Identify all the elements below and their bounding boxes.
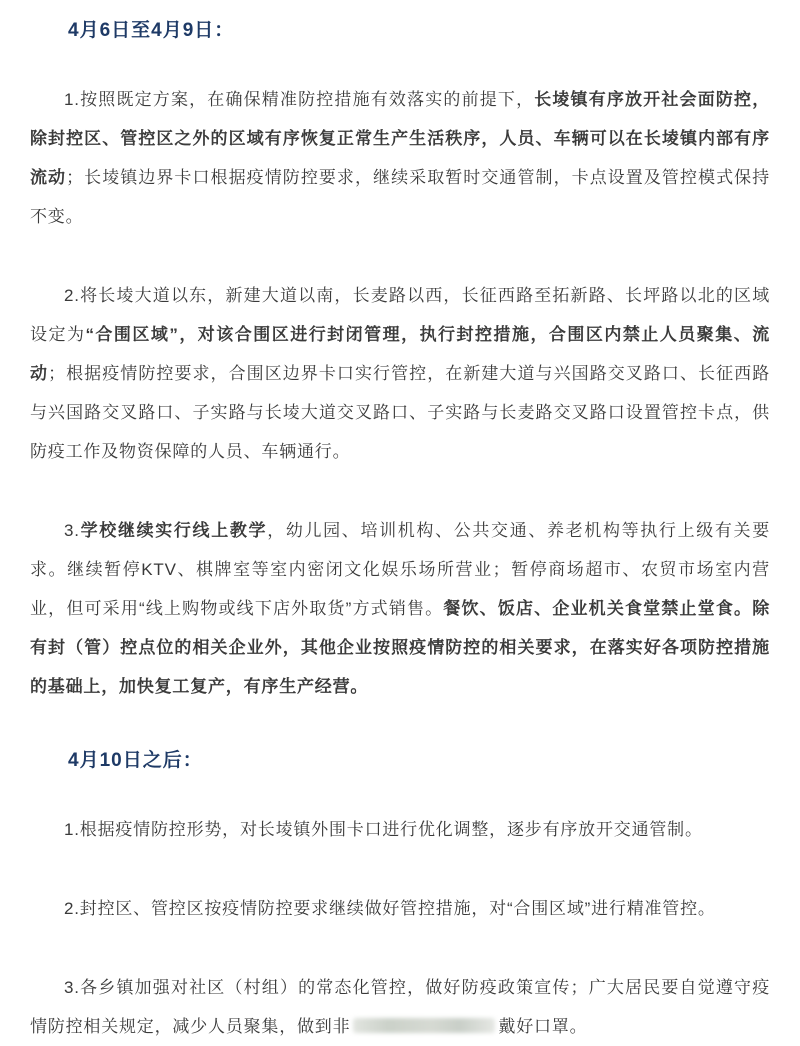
paragraph <box>30 889 770 928</box>
text-run: 3. <box>64 521 80 540</box>
text-run: 戴好口罩。 <box>498 1017 588 1036</box>
text-run: ；根据疫情防控要求，合围区边界卡口实行管控，在新建大道与兴国路交叉路口、长征西路与兴国路交叉路口、子实路与长堎大道交叉路口、子实路与长麦路交叉路口设置管控卡点，供防疫工作及物资保障的人员、车辆通行。 <box>30 364 770 461</box>
text-run: ；长堎镇边界卡口根据疫情防控要求，继续采取暂时交通管制，卡点设置及管控模式保持不变。 <box>30 168 770 226</box>
section-apr6-to-apr9 <box>30 16 770 706</box>
text-run: ，幼儿园、培训机构、公共交通、养老机构等执行上级有关要求。继续暂停KTV、棋牌室等室内密闭文化娱乐场所营业；暂停商场超市、农贸市场室内营业，但可采用“线上购物或线下店外取货”方式销售。 <box>30 521 770 618</box>
section-heading: 4月6日至4月9日： <box>68 20 235 41</box>
text-run: 2.将长堎大道以东，新建大道以南，长麦路以西，长征西路至拓新路、长坪路以北的区域设定为 <box>30 286 770 344</box>
paragraph <box>30 511 770 706</box>
paragraph <box>30 276 770 471</box>
text-run: 3.各乡镇加强对社区（村组）的常态化管控，做好防疫政策宣传；广大居民要自觉遵守疫情防控相关规定，减少人员聚集，做到非 <box>30 978 770 1036</box>
section-after-apr10 <box>30 746 770 1046</box>
bold-text-run: 餐饮、饭店、企业机关食堂禁止堂食。除有封（管）控点位的相关企业外，其他企业按照疫情防控的相关要求，在落实好各项防控措施的基础上，加快复工复产，有序生产经营。 <box>30 599 770 696</box>
bold-text-run: 长堎镇有序放开社会面防控，除封控区、管控区之外的区域有序恢复正常生产生活秩序，人员、车辆可以在长堎镇内部有序流动 <box>30 90 770 187</box>
paragraph <box>30 810 770 849</box>
bold-text-run: “合围区域”，对该合围区进行封闭管理，执行封控措施，合围区内禁止人员聚集、流动 <box>30 325 770 383</box>
text-run: 1.根据疫情防控形势，对长堎镇外围卡口进行优化调整，逐步有序放开交通管制。 <box>64 820 703 839</box>
redacted-blur <box>353 1018 495 1033</box>
text-run: 1.按照既定方案，在确保精准防控措施有效落实的前提下， <box>64 90 535 109</box>
text-run: 2.封控区、管控区按疫情防控要求继续做好管控措施，对“合围区域”进行精准管控。 <box>64 899 716 918</box>
section-heading: 4月10日之后： <box>68 750 203 771</box>
bold-text-run: 学校继续实行线上教学 <box>79 521 268 540</box>
paragraph <box>30 80 770 236</box>
paragraph <box>30 968 770 1046</box>
